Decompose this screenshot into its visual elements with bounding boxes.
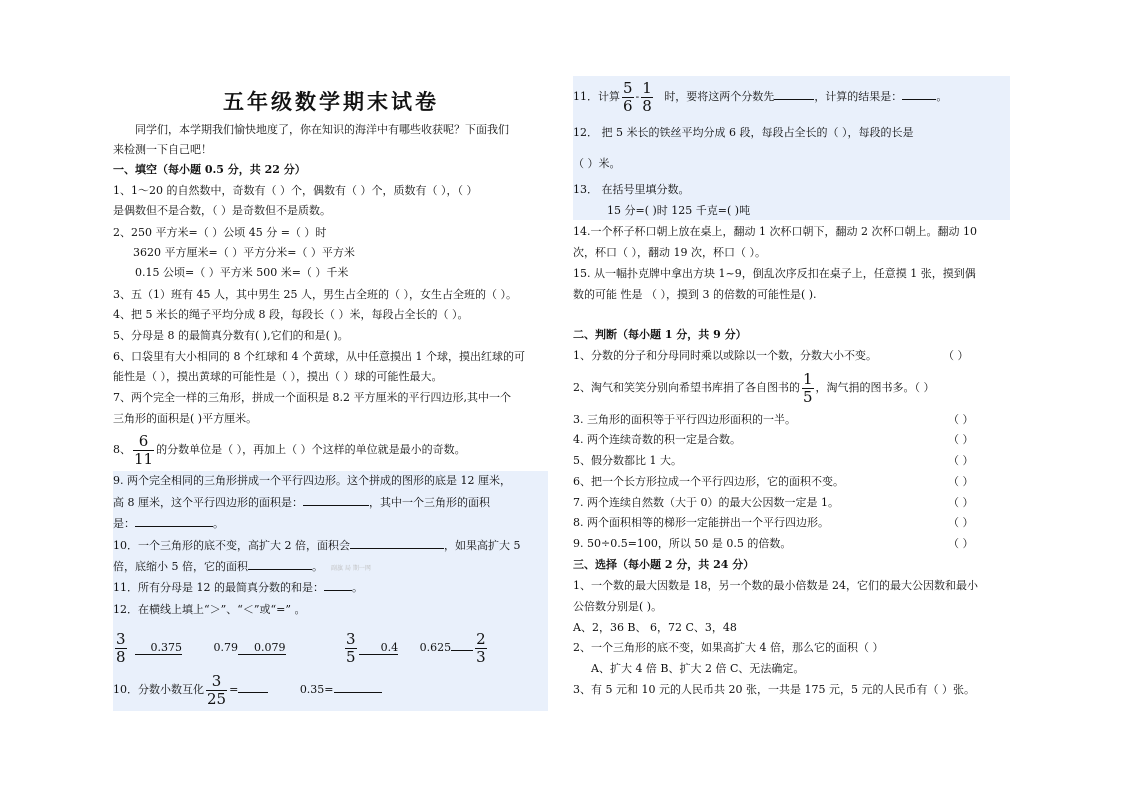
- q10a-line-1: [113, 538, 521, 553]
- s1-line: 是偶数但不是合数，（ ）是奇数但不是质数。: [113, 204, 331, 217]
- q11r-blank-2[interactable]: [902, 89, 936, 100]
- judge-item-5: [573, 454, 1010, 468]
- page-title: 五年级数学期末试卷: [223, 89, 439, 114]
- s1-line: 4、把 5 米长的绳子平均分成 8 段，每段长（ ）米，每段占全长的（ ）。: [113, 308, 469, 321]
- q13-right-1: 13． 在括号里填分数。: [573, 183, 690, 196]
- s3-choice-line: A、扩大 4 倍 B、扩大 2 倍 C、无法确定。: [591, 662, 805, 675]
- q8-fraction: [133, 433, 154, 468]
- q11r-b-den: 8: [642, 96, 652, 115]
- cmp1-num: 3: [116, 629, 126, 648]
- q9-line-1: 9. 两个完全相同的三角形拼成一个平行四边形。这个拼成的图形的底是 12 厘米，: [113, 474, 511, 487]
- q10a-blank-2[interactable]: [248, 559, 312, 570]
- r-line: 14.一个杯子杯口朝上放在桌上，翻动 1 次杯口朝下，翻动 2 次杯口朝上。翻动 10: [573, 225, 977, 238]
- q10a-text: 10．一个三角形的底不变，高扩大 2 倍，面积会: [113, 539, 350, 552]
- cmp4-left: 0.625: [419, 641, 452, 654]
- q9-text: 高 8 厘米，这个平行四边形的面积是：: [113, 496, 303, 509]
- q11r-minus: -: [635, 90, 640, 103]
- q11-left: [113, 580, 363, 595]
- q12-right-1: 12． 把 5 米长的铁丝平均分成 6 段，每段占全长的（ ），每段的长是: [573, 126, 914, 139]
- q13-right-2: 15 分=( )时 125 千克=( )吨: [607, 204, 751, 217]
- cmp4-num: 2: [476, 629, 486, 648]
- q11-right: [573, 78, 947, 116]
- q8-den: 11: [134, 449, 154, 468]
- judge-paren[interactable]: （ ）: [948, 433, 974, 446]
- cmp4-fraction: [475, 631, 487, 666]
- cmp1-fraction: [115, 631, 127, 666]
- q9-text-2: ，其中一个三角形的面积: [369, 496, 490, 509]
- q10a-line-2: 倍，底缩小 5 倍，它的面积 。 副旗 局 期一网: [113, 560, 371, 573]
- judge-item-7: [573, 496, 1010, 510]
- s3-line: 公倍数分别是( )。: [573, 600, 663, 613]
- s1-line: 6、口袋里有大小相同的 8 个红球和 4 个黄球，从中任意摸出 1 个球，摸出红球的可: [113, 350, 525, 363]
- q10b-fraction: [206, 673, 227, 708]
- judge-text: 3. 三角形的面积等于平行四边形面积的一半。: [573, 413, 796, 426]
- q11r-frac-a: [622, 80, 634, 115]
- q10b-second: 0.35=: [299, 683, 334, 696]
- s1-line: 3、五（1）班有 45 人，其中男生 25 人，男生占全班的（ ），女生占全班的（ ）。: [113, 288, 517, 301]
- judge-paren[interactable]: （ ）: [943, 349, 969, 362]
- s1-line: 1、1～20 的自然数中，奇数有（ ）个，偶数有（ ）个，质数有（ ），（ ）: [113, 184, 478, 197]
- judge-text: 4. 两个连续奇数的积一定是合数。: [573, 433, 741, 446]
- q11r-a-num: 5: [623, 78, 633, 97]
- q10b-blank-1[interactable]: [238, 682, 268, 693]
- cmp3-blank[interactable]: 0.4: [359, 641, 399, 655]
- judge2-text: ，淘气捐的图书多。（ ）: [815, 381, 935, 394]
- judge-paren[interactable]: （ ）: [948, 454, 974, 467]
- q9-area-blank[interactable]: [303, 495, 369, 506]
- question-8: [113, 432, 466, 468]
- cmp3-num: 3: [346, 629, 356, 648]
- judge-item-9: [573, 537, 1010, 551]
- s1-line: 三角形的面积是( )平方厘米。: [113, 412, 258, 425]
- judge2-num: 1: [803, 369, 813, 388]
- q9-text-3: 是：: [113, 517, 135, 530]
- q9-line-3: 是： 。: [113, 517, 224, 530]
- judge-paren[interactable]: （ ）: [948, 413, 974, 426]
- s3-line: 1、一个数的最大因数是 18，另一个数的最小倍数是 24，它们的最大公因数和最小: [573, 579, 978, 592]
- judge-text: 7. 两个连续自然数（大于 0）的最大公因数一定是 1。: [573, 496, 839, 509]
- q11-text: 11．所有分母是 12 的最简真分数的和是：: [113, 581, 324, 594]
- judge-item-4: [573, 433, 1010, 447]
- s3-line: 3、有 5 元和 10 元的人民币共 20 张，一共是 175 元，5 元的人民币有（ ）张。: [573, 683, 975, 696]
- cmp2-left: 0.79: [213, 641, 239, 654]
- s1-line: 能性是（ ），摸出黄球的可能性是（ ），摸出（ ）球的可能性最大。: [113, 370, 443, 383]
- q10a-blank-1[interactable]: [350, 538, 444, 549]
- judge2-prefix: 2、淘气和笑笑分别向希望书库捐了各自图书的: [573, 381, 800, 394]
- q12-right-2: （ ）米。: [573, 157, 621, 170]
- judge-item-6: [573, 475, 1010, 489]
- q9-line-2: [113, 495, 490, 510]
- judge-text: 8. 两个面积相等的梯形一定能拼出一个平行四边形。: [573, 516, 829, 529]
- judge-paren[interactable]: （ ）: [948, 475, 974, 488]
- q8-num: 6: [133, 433, 154, 451]
- s3-line: 2、一个三角形的底不变，如果高扩大 4 倍，那么它的面积（ ）: [573, 641, 884, 654]
- judge-paren[interactable]: （ ）: [948, 516, 974, 529]
- q10b-den: 25: [207, 689, 227, 708]
- q11r-prefix: 11．计算: [573, 90, 620, 103]
- r-line: 数的可能 性是 （ ），摸到 3 的倍数的可能性是( ).: [573, 288, 817, 301]
- q12-left: 12．在横线上填上“＞”、“＜”或“=” 。: [113, 603, 306, 616]
- cmp1-blank[interactable]: 0.375: [135, 641, 183, 655]
- cmp3-den: 5: [346, 647, 356, 666]
- q8-text: 的分数单位是（ ），再加上（ ）个这样的单位就是最小的奇数。: [156, 443, 466, 456]
- q11-blank[interactable]: [324, 580, 352, 591]
- q11r-blank-1[interactable]: [774, 89, 814, 100]
- compare-row: [113, 628, 549, 668]
- q8-prefix: 8、: [113, 443, 131, 456]
- intro-line-2: 来检测一下自己吧！: [113, 143, 212, 156]
- q11r-end: 。: [936, 90, 948, 103]
- q9-triangle-blank[interactable]: [135, 516, 213, 527]
- judge-text: 9. 50÷0.5=100，所以 50 是 0.5 的倍数。: [573, 537, 792, 550]
- judge2-fraction: [802, 371, 814, 406]
- q11r-mid: ，计算的结果是：: [814, 90, 903, 103]
- cmp3-fraction: [345, 631, 357, 666]
- section1-header: 一、填空（每小题 0.5 分，共 22 分）: [113, 163, 306, 176]
- q10b-left: [113, 672, 382, 708]
- cmp2-blank[interactable]: 0.079: [238, 641, 286, 655]
- q11r-text: 时，要将这两个分数先: [664, 90, 775, 103]
- q10b-blank-2[interactable]: [334, 682, 382, 693]
- section3-header: 三、选择（每小题 2 分，共 24 分）: [573, 558, 755, 571]
- cmp1-den: 8: [116, 647, 126, 666]
- q10b-num: 3: [206, 673, 227, 691]
- judge-text: 6、把一个长方形拉成一个平行四边形，它的面积不变。: [573, 475, 844, 488]
- q11-end: 。: [352, 581, 363, 594]
- judge-item-2: [573, 370, 935, 406]
- judge-paren[interactable]: （ ）: [948, 496, 974, 509]
- s1-line: 3620 平方厘米=（ ）平方分米=（ ）平方米: [133, 246, 355, 259]
- q10b-prefix: 10．分数小数互化: [113, 683, 204, 696]
- q10b-eq: =: [229, 683, 239, 696]
- judge-item-1: [573, 349, 1010, 363]
- judge-text: 1、分数的分子和分母同时乘以或除以一个数，分数大小不变。: [573, 349, 877, 362]
- s1-line: 5、分母是 8 的最简真分数有( ),它们的和是( )。: [113, 329, 349, 342]
- q10a-text-3: 倍，底缩小 5 倍，它的面积: [113, 560, 248, 573]
- s1-line: 0.15 公顷=（ ）平方米 500 米=（ ）千米: [135, 266, 349, 279]
- judge-text: 5、假分数都比 1 大。: [573, 454, 682, 467]
- cmp4-blank[interactable]: [451, 640, 473, 651]
- s1-line: 7、两个完全一样的三角形，拼成一个面积是 8.2 平方厘米的平行四边形,其中一个: [113, 391, 511, 404]
- q11r-b-num: 1: [642, 78, 652, 97]
- s1-line: 2、250 平方米=（ ）公顷 45 分 =（ ）时: [113, 226, 327, 239]
- judge2-den: 5: [803, 387, 813, 406]
- q10a-text-2: ，如果高扩大 5: [444, 539, 521, 552]
- cmp4-den: 3: [476, 647, 486, 666]
- s3-choice-line: A、2，36 B、 6，72 C、3，48: [573, 621, 737, 634]
- section2-header: 二、判断（每小题 1 分，共 9 分）: [573, 328, 747, 341]
- judge-item-8: [573, 516, 1010, 530]
- judge-paren[interactable]: （ ）: [948, 537, 974, 550]
- r-line: 次，杯口（ ），翻动 19 次，杯口（ ）。: [573, 246, 766, 259]
- faint-mark: 副旗 局 期一网: [331, 565, 371, 572]
- q11r-a-den: 6: [623, 96, 633, 115]
- judge-item-3: [573, 413, 1010, 427]
- q11r-frac-b: [641, 80, 653, 115]
- r-line: 15. 从一幅扑克牌中拿出方块 1~9，倒乱次序反扣在桌子上，任意摸 1 张，摸到偶: [573, 267, 976, 280]
- intro-line-1: 同学们，本学期我们愉快地度了，你在知识的海洋中有哪些收获呢？下面我们: [135, 123, 509, 136]
